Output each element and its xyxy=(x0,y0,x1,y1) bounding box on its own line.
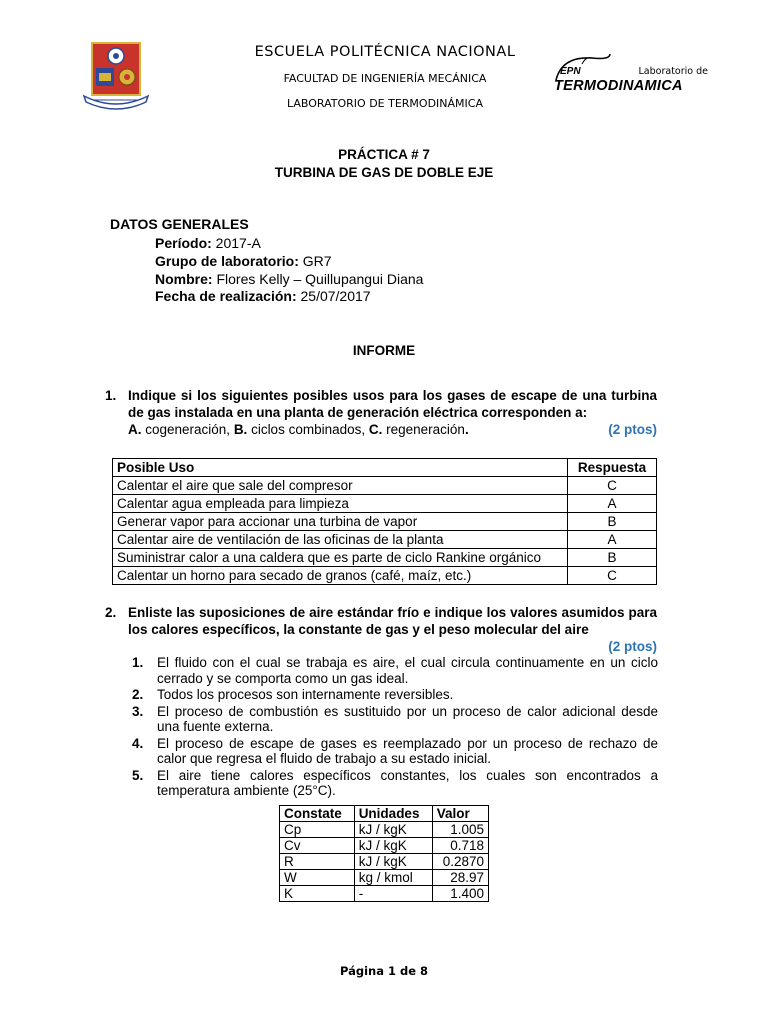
list-item-text: El fluido con el cual se trabaja es aire, el cual circula continuamente en un ciclo cerrado y se comporta como un gas ideal. xyxy=(157,655,658,686)
respuesta-cell: C xyxy=(568,567,657,585)
constant-cell: K xyxy=(280,886,355,902)
question-2-points: (2 ptos) xyxy=(608,639,657,654)
options-period: . xyxy=(464,422,469,437)
uso-cell: Calentar el aire que sale del compresor xyxy=(113,477,568,495)
question-1-points: (2 ptos) xyxy=(608,422,657,437)
col-posible-uso: Posible Uso xyxy=(113,459,568,477)
col-valor: Valor xyxy=(432,806,488,822)
option-a-text: cogeneración, xyxy=(141,422,234,437)
faculty-name: FACULTAD DE INGENIERÍA MECÁNICA xyxy=(283,72,487,85)
respuesta-cell: A xyxy=(568,495,657,513)
grupo-line xyxy=(155,253,332,269)
list-item-text: El aire tiene calores específicos constantes, los cuales son encontrados a temperatura ambiente (25°C). xyxy=(157,767,658,798)
question-2 xyxy=(105,604,657,655)
school-name: ESCUELA POLITÉCNICA NACIONAL xyxy=(254,44,516,60)
epn-seal-logo xyxy=(80,40,152,110)
list-item-number: 5. xyxy=(132,767,144,783)
table-row xyxy=(113,531,657,549)
table-row xyxy=(113,513,657,531)
col-constate: Constate xyxy=(280,806,355,822)
table-row xyxy=(113,477,657,495)
table-row xyxy=(280,886,489,902)
constant-cell: W xyxy=(280,870,355,886)
respuesta-cell: B xyxy=(568,513,657,531)
option-b-letter: B. xyxy=(233,422,248,437)
value-cell: 0.718 xyxy=(432,838,488,854)
list-item-number: 4. xyxy=(132,735,144,751)
practice-number: PRÁCTICA # 7 xyxy=(338,147,430,162)
list-item-text: El proceso de combustión es sustituido por un proceso de calor adicional desde una fuente externa. xyxy=(157,703,658,734)
uso-cell: Generar vapor para accionar una turbina de vapor xyxy=(113,513,568,531)
unit-cell: kJ / kgK xyxy=(354,854,432,870)
grupo-label: Grupo de laboratorio: xyxy=(155,253,299,269)
list-item xyxy=(130,768,658,799)
value-cell: 28.97 xyxy=(432,870,488,886)
header-titles xyxy=(170,44,600,110)
question-1-text: Indique si los siguientes posibles usos para los gases de escape de una turbina de gas instalada en una planta de generación eléctrica corresponden a: xyxy=(128,388,657,420)
logo-termodinamica: TERMODINAMICA xyxy=(554,78,683,94)
question-1 xyxy=(105,387,657,438)
option-a-letter: A. xyxy=(128,422,142,437)
logo-lab-label: Laboratorio de xyxy=(638,66,708,77)
constants-table xyxy=(279,805,489,902)
unit-cell: kJ / kgK xyxy=(354,822,432,838)
question-2-text: Enliste las suposiciones de aire estándar frío e indique los valores asumidos para los calores específicos, la constante de gas y el peso molecular del aire xyxy=(128,605,657,637)
unit-cell: kJ / kgK xyxy=(354,838,432,854)
table-row xyxy=(280,854,489,870)
list-item xyxy=(130,687,658,703)
list-item-number: 2. xyxy=(132,687,144,702)
periodo-label: Período: xyxy=(155,235,212,251)
list-item-text: Todos los procesos son internamente reversibles. xyxy=(157,687,454,702)
uso-cell: Calentar un horno para secado de granos (café, maíz, etc.) xyxy=(113,567,568,585)
constant-cell: R xyxy=(280,854,355,870)
value-cell: 1.400 xyxy=(432,886,488,902)
fecha-line xyxy=(155,288,371,304)
value-cell: 1.005 xyxy=(432,822,488,838)
col-respuesta: Respuesta xyxy=(568,459,657,477)
table-row xyxy=(280,838,489,854)
table-header-row xyxy=(113,459,657,477)
periodo-value: 2017-A xyxy=(211,235,261,251)
nombre-label: Nombre: xyxy=(155,271,213,287)
uses-table xyxy=(112,458,657,585)
col-unidades: Unidades xyxy=(354,806,432,822)
lab-name: LABORATORIO DE TERMODINÁMICA xyxy=(287,97,483,110)
page-number-footer: Página 1 de 8 xyxy=(339,964,429,978)
informe-heading: INFORME xyxy=(352,343,416,358)
unit-cell: kg / kmol xyxy=(354,870,432,886)
list-item xyxy=(130,736,658,767)
practice-title: TURBINA DE GAS DE DOBLE EJE xyxy=(274,165,494,180)
table-row xyxy=(113,549,657,567)
table-row xyxy=(280,870,489,886)
question-1-number: 1. xyxy=(105,388,117,403)
nombre-line xyxy=(155,271,423,287)
table-row xyxy=(113,567,657,585)
uso-cell: Calentar aire de ventilación de las oficinas de la planta xyxy=(113,531,568,549)
uso-cell: Calentar agua empleada para limpieza xyxy=(113,495,568,513)
nombre-value: Flores Kelly – Quillupangui Diana xyxy=(212,271,424,287)
option-c-text: regeneración xyxy=(382,422,465,437)
periodo-line xyxy=(155,235,261,251)
fecha-label: Fecha de realización: xyxy=(155,288,297,304)
epn-mark: EPN xyxy=(560,66,581,77)
option-c-letter: C. xyxy=(368,422,383,437)
list-item xyxy=(130,655,658,686)
fecha-value: 25/07/2017 xyxy=(296,288,371,304)
constant-cell: Cp xyxy=(280,822,355,838)
list-item-number: 3. xyxy=(132,703,144,719)
value-cell: 0.2870 xyxy=(432,854,488,870)
respuesta-cell: B xyxy=(568,549,657,567)
respuesta-cell: A xyxy=(568,531,657,549)
list-item-number: 1. xyxy=(132,655,144,670)
termodinamica-logo xyxy=(552,52,712,96)
table-row xyxy=(113,495,657,513)
list-item xyxy=(130,704,658,735)
uso-cell: Suministrar calor a una caldera que es parte de ciclo Rankine orgánico xyxy=(113,549,568,567)
table-row xyxy=(280,822,489,838)
assumptions-list xyxy=(130,655,658,800)
question-2-number: 2. xyxy=(105,605,117,620)
respuesta-cell: C xyxy=(568,477,657,495)
list-item-text: El proceso de escape de gases es reemplazado por un proceso de rechazo de calor que regresa el fluido de trabajo a su estado inicial. xyxy=(157,735,658,766)
table-header-row xyxy=(280,806,489,822)
question-1-options xyxy=(128,421,657,438)
datos-heading: DATOS GENERALES xyxy=(110,216,249,232)
question-2-points-line xyxy=(105,638,657,655)
option-b-text: ciclos combinados, xyxy=(247,422,369,437)
constant-cell: Cv xyxy=(280,838,355,854)
unit-cell: - xyxy=(354,886,432,902)
grupo-value: GR7 xyxy=(298,253,332,269)
